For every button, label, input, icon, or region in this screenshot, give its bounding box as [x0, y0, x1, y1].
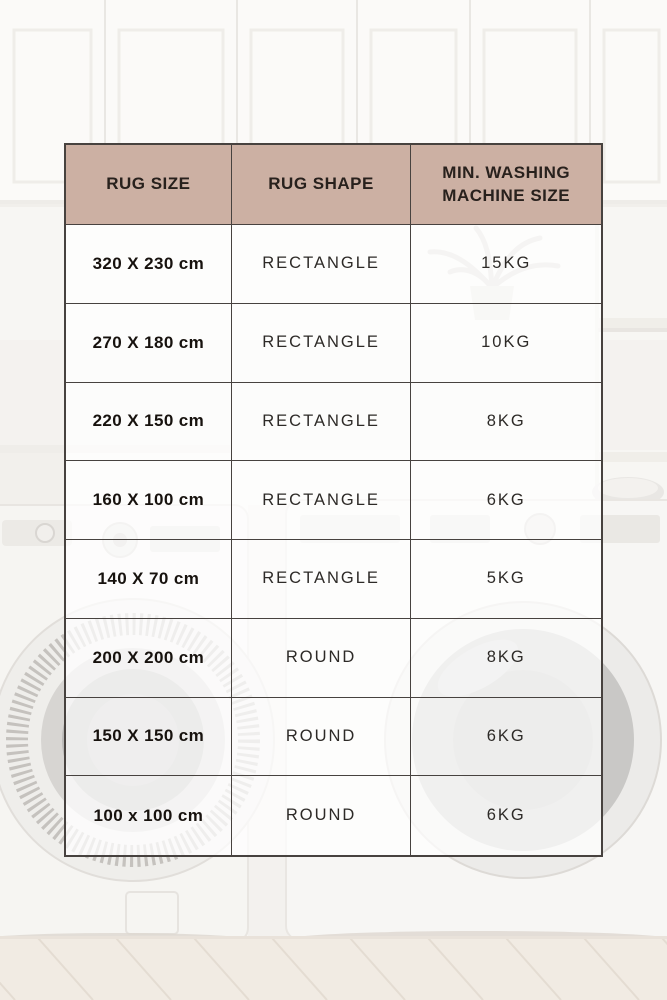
- rug-shape-cell: RECTANGLE: [232, 304, 412, 383]
- machine-size-cell: 10KG: [411, 304, 601, 383]
- wood-floor: [0, 931, 667, 1000]
- machine-size-cell: 6KG: [411, 776, 601, 855]
- rug-size-cell: 160 X 100 cm: [66, 461, 232, 540]
- rug-shape-cell: ROUND: [232, 776, 412, 855]
- rug-size-cell: 220 X 150 cm: [66, 383, 232, 462]
- rug-shape-cell: RECTANGLE: [232, 461, 412, 540]
- header-cell-rug-size: RUG SIZE: [66, 145, 232, 225]
- rug-size-cell: 140 X 70 cm: [66, 540, 232, 619]
- rug-shape-cell: ROUND: [232, 698, 412, 777]
- header-cell-rug-shape: RUG SHAPE: [232, 145, 412, 225]
- machine-size-cell: 15KG: [411, 225, 601, 304]
- machine-size-cell: 8KG: [411, 383, 601, 462]
- rug-size-cell: 100 x 100 cm: [66, 776, 232, 855]
- rug-washing-machine-table: [64, 143, 603, 857]
- header-cell-machine-size: MIN. WASHING MACHINE SIZE: [411, 145, 601, 225]
- rug-size-cell: 200 X 200 cm: [66, 619, 232, 698]
- rug-shape-cell: RECTANGLE: [232, 225, 412, 304]
- machine-size-cell: 6KG: [411, 698, 601, 777]
- rug-shape-cell: ROUND: [232, 619, 412, 698]
- ge-logo-badge: [36, 524, 54, 542]
- machine-size-cell: 8KG: [411, 619, 601, 698]
- machine-size-cell: 5KG: [411, 540, 601, 619]
- rug-size-cell: 270 X 180 cm: [66, 304, 232, 383]
- rug-size-cell: 150 X 150 cm: [66, 698, 232, 777]
- rug-shape-cell: RECTANGLE: [232, 383, 412, 462]
- rug-shape-cell: RECTANGLE: [232, 540, 412, 619]
- machine-size-cell: 6KG: [411, 461, 601, 540]
- rug-size-cell: 320 X 230 cm: [66, 225, 232, 304]
